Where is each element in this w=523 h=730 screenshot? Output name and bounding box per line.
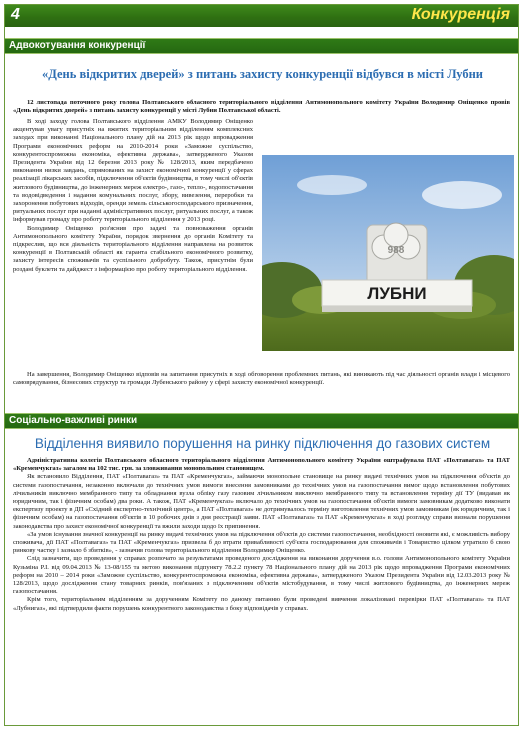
town-sign-text: ЛУБНИ — [367, 284, 427, 303]
page-number: 4 — [11, 6, 20, 23]
article-lead — [13, 99, 510, 118]
lead-paragraph: Адміністративна колегія Полтавського обласного територіального відділення Антимонопольного комітету України оштрафувала ПАТ «Полтавагаз» та ПАТ «Кременчукгаз» загалом на 102 тис. грн. за зловживання монопольним становищем. — [13, 457, 510, 473]
section-heading-label: Соціально-важливі ринки — [9, 415, 138, 426]
closing-paragraph: На завершення, Володимир Оніщенко відповів на запитання присутніх в ході обговорення проблемних питань, які виникають під час діяльності органів влади і місцевого самоврядування, бізнесових структур та громади Лубенського району у сфері захисту економічної конкуренції. — [13, 371, 510, 387]
year-number: 988 — [387, 245, 405, 256]
page-frame — [4, 4, 519, 726]
section-heading-social-markets — [5, 413, 518, 429]
body-paragraph: Слід зазначити, що проведення у справах розпочато за результатами проведеного дослідження на виконання доручення в.о. голови Антимонопольного комітету України Кузьміна Р.І. від 09.04.2013 № 13-08/155 та метою виконання підпункту 78.2.2 пункту 78 Національного плану дій на 2013 рік щодо впровадження Програми економічних реформ на 2010 – 2014 роки «Заможне суспільство, конкурентоспроможна економіка, ефективна держава», затвердженого Указом Президента України від 12.03.2013 року № 128/2013, щодо дослідження стану товарних ринків, пов'язаних з підключенням об'єктів містобудування, в тому числі житлового будівництва, до інженерних мереж газопостачання. — [13, 555, 510, 596]
photo-illustration — [262, 155, 514, 351]
lubny-sign-photo — [262, 155, 514, 351]
body-paragraph: Крім того, територіальним відділенням за дорученням Комітету по даному питанню були проведені вивчення локалізовані перевірки ПАТ «Полтавагаз» та ПАТ «Лубнигаз», які підтвердили факти порушень конкурентного законодавства з боку відповідачів у справах. — [13, 596, 510, 612]
body-paragraph: «За умов існування значної конкуренції на ринку видачі технічних умов на підключення об'єктів до системи газопостачання, необхідності оновити які, є можливість вибору споживача, дії ПАТ «Полтавагаз» та ПАТ «Кременчукгаз» призвела б до втрати привабливості суб'єкта господарювання для споживачів і Товариство цілком утратило б свою ринкову частку і зазнало б збитків», - зазначив голова територіального відділення Володимир Оніщенко. — [13, 530, 510, 555]
body-paragraph: Володимир Оніщенко роз'яснив про задачі та повноваження органів Антимонопольного комітету України, порядок звернення до органів Комітету та підкреслив, що вся діяльність територіального відділення направлена на розвиток конкуренції в Полтавській області як гаранта стабільного економічного розвитку, захисту інтересів споживачів та суспільного добробуту. Також, присутнім були роздані буклети та дайджест з інформацією про роботу територіального відділення. — [13, 224, 253, 273]
article-gas-body — [13, 457, 510, 723]
body-paragraph: В ході заходу голова Полтавського відділення АМКУ Володимир Оніщенко акцентував увагу присутніх на вжитих територіальним відділенням комплексних заходах при виконанні Національного плану дій на 2013 рік щодо впровадження Програми економічних реформ на 2010-2014 роки «Заможне суспільство, конкурентоспроможна економіка, ефективна держава», затвердженого Указом Президента України від 12 березня 2013 року № 128/2013, яким передбачено виконання низки завдань, спрямованих на захист економічної конкуренції у сферах реалізації лікарських засобів, підключення об'єктів будівництва, в тому числі об'єктів житлового будівництва, до інженерних мереж електро-, газо-, тепло-, водопостачання та водовідведення і надання комунальних послуг, збору, вивезення, переробки та захоронення побутових відходів, оренди земель сільськогосподарського призначення, ритуальних послуг при наданні адміністративних послуг, ритуальних послуг, а також інформував громаду про роботу територіального відділення у 2013 році. — [13, 118, 253, 224]
body-paragraph: Як встановило Відділення, ПАТ «Полтавагаз» та ПАТ «Кременчукгаз», займаючи монопольне становище на ринку видачі технічних умов на підключення об'єктів до системи газопостачання, незаконно включали до технічних умов вимоги внесення замовниками до технічних умов на газопостачання вимог щодо встановлення побутових лічильників виключно мембранного типу та обладнання вузла обліку газу газовим лічильником виключно мембранного типу та встановлення терміну дії ТУ (видавав як юридичним, так і фізичним особам) два роки. А також, ПАТ «Кременчукгаз» включало до технічних умов на газопостачання об'єктів вимоги замовникам додатково виконати експертизу проекту в ДП «Східний експертно-технічний центр», а ПАТ «Полтавагаз» не дотримувалось терміну виготовлення технічних умов замовникам (як юридичним, так і фізичним особам) на газопостачання об'єктів в 10 робочих днів з дня реєстрації заяви. ПАТ «Полтавагаз» та ПАТ «Кременчукгаз» в ході розгляду справи визнали порушення законодавства про захист економічної конкуренції та вжили заходи щодо їх припинення. — [13, 473, 510, 530]
page-header — [5, 5, 518, 27]
section-name: Конкуренція — [411, 6, 510, 23]
article-title-gas: Відділення виявило порушення на ринку підключення до газових систем — [34, 436, 491, 451]
section-heading-label: Адвокотування конкуренції — [9, 40, 146, 51]
lead-paragraph: 12 листопада поточного року голова Полтавського обласного територіального відділення Антимонопольного комітету України Володимир Оніщенко провів «День відкритих дверей» з питань захисту конкуренції у місті Лубни Полтавської області. — [13, 99, 510, 115]
article-closing — [13, 371, 510, 405]
article-title-open-doors: «День відкритих дверей» з питань захисту конкуренції відбувся в місті Лубни — [41, 67, 483, 81]
section-heading-advocacy — [5, 38, 518, 54]
article-body-column — [13, 118, 253, 371]
